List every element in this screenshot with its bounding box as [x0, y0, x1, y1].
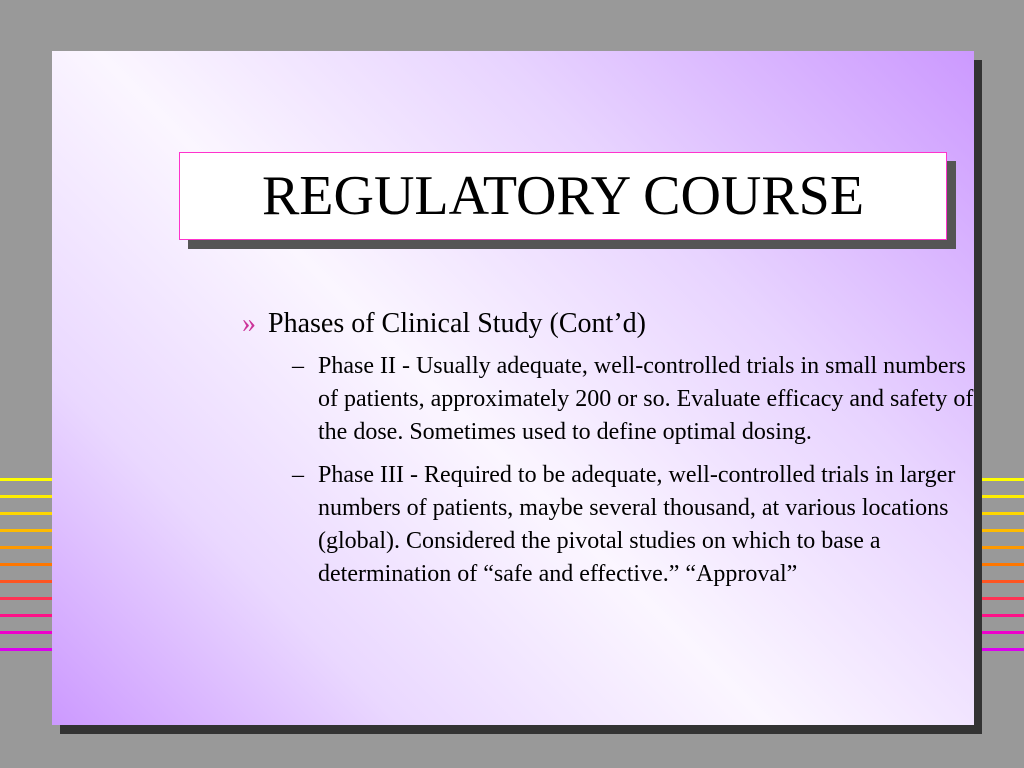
decorative-stripe: [0, 512, 52, 515]
sub-bullet-phase-2: [292, 350, 987, 449]
decorative-stripe: [980, 614, 1024, 617]
decorative-stripe: [0, 563, 52, 566]
slide-title: REGULATORY COURSE: [261, 165, 865, 227]
sub-bullet-phase-3: [292, 459, 987, 591]
decorative-stripe: [0, 478, 52, 481]
main-bullet: [242, 306, 987, 342]
sub-bullet-list: [292, 350, 987, 591]
dash-marker: –: [292, 462, 304, 488]
decorative-stripe: [0, 580, 52, 583]
slide-panel: [52, 51, 974, 725]
title-box: [179, 152, 947, 240]
decorative-stripe: [0, 529, 52, 532]
left-decorative-stripes: [0, 478, 52, 658]
decorative-stripe: [0, 495, 52, 498]
decorative-stripe: [0, 597, 52, 600]
decorative-stripe: [0, 546, 52, 549]
decorative-stripe: [0, 648, 52, 651]
main-bullet-text: Phases of Clinical Study (Cont’d): [268, 308, 646, 339]
decorative-stripe: [0, 614, 52, 617]
sub-bullet-text: Phase III - Required to be adequate, well-controlled trials in larger numbers of patients, maybe several thousand, at various locations (global). Considered the pivotal studies on which to base a determination of “safe and effective.” “Approval”: [318, 462, 956, 587]
bullet-chevron-icon: »: [242, 308, 256, 339]
decorative-stripe: [980, 648, 1024, 651]
dash-marker: –: [292, 353, 304, 379]
sub-bullet-text: Phase II - Usually adequate, well-controlled trials in small numbers of patients, approximately 200 or so. Evaluate efficacy and safety of the dose. Sometimes used to define optimal dosing.: [318, 353, 974, 445]
decorative-stripe: [0, 631, 52, 634]
slide-content: [242, 306, 987, 601]
decorative-stripe: [980, 631, 1024, 634]
